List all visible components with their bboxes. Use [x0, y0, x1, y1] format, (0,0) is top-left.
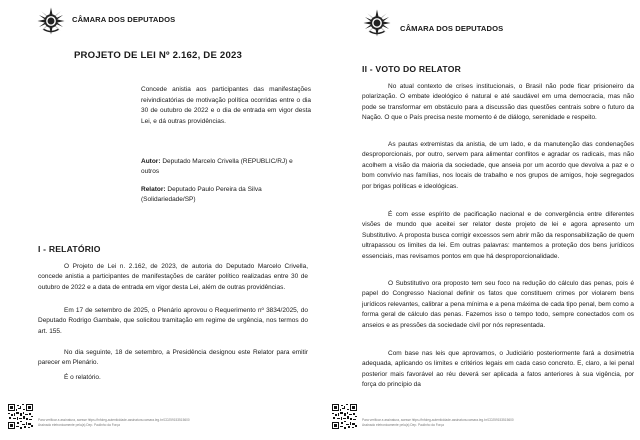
author-line	[141, 157, 311, 177]
signature-verification-text: Para verificar a assinatura, acesse https://infoleg-autenticidade-assinatura.camara.leg.br/CD259153515600	[362, 418, 514, 422]
document-page-right	[324, 0, 640, 440]
author-label: Autor:	[141, 158, 161, 165]
report-paragraph-text: O Projeto de Lei n. 2.162, de 2023, de autoria do Deputado Marcelo Crivella, concede anistia a participantes de manifestações de caráter político realizadas entre 30 de outubro de 2022 e a data de entrada em vigor desta Lei, além de outras providências.	[38, 263, 308, 291]
rapporteur-line	[141, 185, 311, 205]
coat-of-arms-icon	[362, 8, 392, 38]
vote-paragraph	[362, 140, 634, 192]
qr-code-icon[interactable]	[332, 404, 357, 429]
vote-paragraph	[362, 210, 634, 262]
vote-paragraph	[362, 279, 634, 331]
report-paragraph	[38, 262, 308, 293]
signature-footer	[38, 418, 238, 427]
page-gutter	[316, 0, 324, 440]
vote-paragraph-text: No atual contexto de crises institucionais, o Brasil não pode ficar prisioneiro da polarização. O embate ideológico é natural e até saudável em uma democracia, mas não pode se transformar em obstáculo para a discussão das questões centrais sobre o futuro da Nação. O que o País precisa neste momento é de diálogo, serenidade e respeito.	[362, 83, 634, 122]
report-paragraph	[38, 348, 308, 369]
signature-signed-text: Assinado eletronicamente pelo(a) Dep. Paulinho da Força	[362, 422, 444, 427]
author-value: Deputado Marcelo Crivella (REPUBLIC/RJ) e outros	[141, 158, 293, 176]
vote-paragraph-text: O Substitutivo ora proposto tem seu foco na redução do cálculo das penas, pois é papel do Congresso Nacional definir os fatos que constituem crimes por violarem bens jurídicos relevantes, calibrar a pena mínima e a pena máxima de cada tipo penal, bem como a forma geral de cálculo das penas. Fazemos isso o tempo todo, sempre conectados com os anseios e as pressões da sociedade civil por nós representada.	[362, 280, 634, 329]
vote-paragraph-text: É com esse espírito de pacificação nacional e de convergência entre diferentes visões de mundo que aceitei ser relator deste projeto de lei e agora apresento um Substitutivo. A proposta busca corrigir excessos sem abrir mão da responsabilização de quem ultrapassou os limites da lei. Em outras palavras: mantemos a proteção dos bens jurídicos essenciais, mas revisamos pontos em que há desproporcionalidade.	[362, 211, 634, 260]
vote-paragraph-text: Com base nas leis que aprovamos, o Judiciário posteriormente fará a dosimetria adequada, aplicando os limites e critérios legais em cada caso concreto. E, claro, a lei penal posterior mais favorável ao réu deverá ser aplicada a fatos anteriores à sua vigência, por força do princípio da	[362, 350, 634, 389]
vote-paragraph-text: As pautas extremistas da anistia, de um lado, e da manutenção das condenações desproporcionais, por outro, servem para alimentar conflitos e agradar os radicais, mas não acolhem a visão da maioria da sociedade, que anseia por um acordo que devolva a paz e o bom convívio nas famílias, nos locais de trabalho e nos grupos de amigos, hoje segregados por brigas políticas e ideológicas.	[362, 141, 634, 190]
report-paragraph-text: É o relatório.	[64, 374, 101, 381]
rapporteur-label: Relator:	[141, 186, 166, 193]
signature-signed-text: Assinado eletronicamente pelo(a) Dep. Paulinho da Força	[38, 422, 120, 427]
house-name: CÂMARA DOS DEPUTADOS	[72, 15, 176, 24]
vote-paragraph	[362, 349, 634, 391]
report-paragraph	[38, 306, 308, 337]
qr-code-icon[interactable]	[8, 404, 33, 429]
report-paragraph-text: No dia seguinte, 18 de setembro, a Presidência designou este Relator para emitir parecer em Plenário.	[38, 349, 308, 367]
signature-verification-text: Para verificar a assinatura, acesse https://infoleg-autenticidade-assinatura.camara.leg.br/CD259153515600	[38, 418, 190, 422]
bill-title: PROJETO DE LEI Nº 2.162, DE 2023	[73, 50, 243, 61]
report-paragraph-text: Em 17 de setembro de 2025, o Plenário aprovou o Requerimento nº 3834/2025, do Deputado Rodrigo Gambale, que solicitou tramitação em regime de urgência, nos termos do art. 155.	[38, 307, 308, 335]
rapporteur-value: Deputado Paulo Pereira da Silva (Solidariedade/SP)	[141, 186, 262, 204]
document-page-left	[0, 0, 316, 440]
section-title-report: I - RELATÓRIO	[38, 244, 101, 254]
coat-of-arms-icon	[36, 6, 66, 36]
section-title-vote: II - VOTO DO RELATOR	[362, 64, 462, 74]
bill-summary: Concede anistia aos participantes das manifestações reivindicatórias de motivação política ocorridas entre o dia 30 de outubro de 2022 e o dia de entrada em vigor desta Lei, e dá outras providências.	[141, 86, 311, 125]
report-paragraph	[38, 373, 308, 383]
house-name: CÂMARA DOS DEPUTADOS	[400, 24, 504, 33]
vote-paragraph	[362, 82, 634, 124]
signature-footer	[362, 418, 562, 427]
